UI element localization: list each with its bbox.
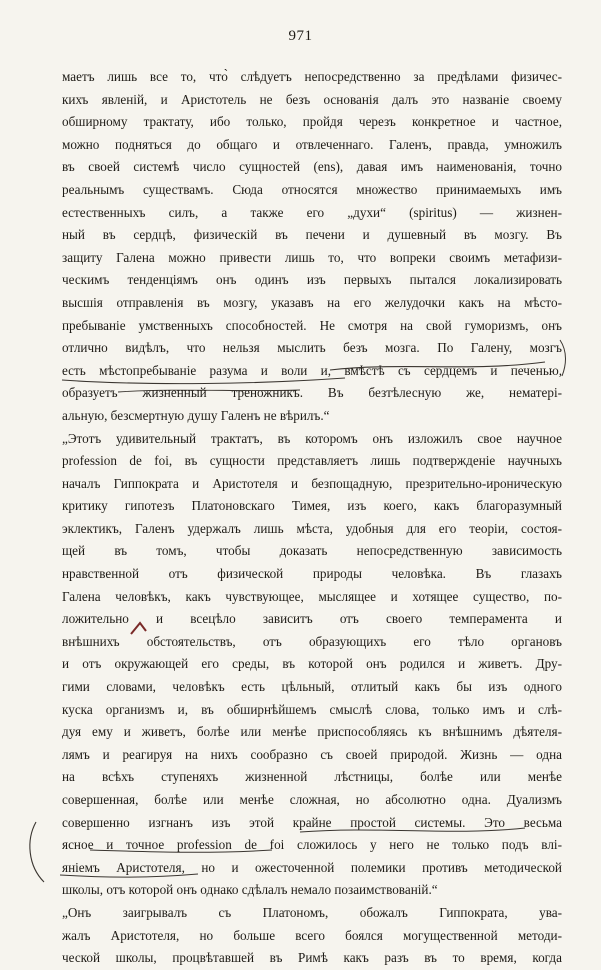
text-line: и отъ окружающей его среды, въ которой онъ родился и живетъ. Дру- (62, 656, 562, 672)
text-line: защиту Галена можно привести лишь то, что вопреки своимъ метафизи- (62, 249, 562, 265)
text-line: „Этотъ удивительный трактатъ, въ которомъ онъ изложилъ свое научное (62, 430, 562, 446)
text-line: на всѣхъ ступеняхъ жизненной лѣстницы, болѣе или менѣе (62, 769, 562, 785)
text-line: альную, безсмертную душу Галенъ не вѣрилъ.“ (62, 407, 330, 423)
text-line: реальнымъ существамъ. Сюда относятся множество принимаемыхъ имъ (62, 181, 562, 197)
text-line: лямъ и реагируя на нихъ сообразно съ своей природой. Жизнь — одна (62, 746, 562, 762)
text-line: началъ Гиппократа и Аристотеля и безпощадную, презрительно-ироническую (62, 475, 562, 491)
text-line: яніемъ Аристотеля, но и ожесточенной полемики противъ методической (62, 859, 562, 875)
page-number: 971 (288, 28, 313, 44)
text-line: ческой школы, процвѣтавшей въ Римѣ какъ разъ въ то время, когда (62, 950, 562, 966)
text-line: дуя ему и живетъ, болѣе или менѣе приспособляясь къ внѣшнимъ дѣятеля- (62, 724, 562, 740)
text-line: „Онъ заигрывалъ съ Платономъ, обожалъ Гиппократа, ува- (62, 904, 562, 920)
text-line: внѣшнихъ обстоятельствъ, отъ образующихъ его тѣло органовъ (62, 633, 562, 649)
text-line: щей въ томъ, чтобы доказать непосредственную зависимость (62, 543, 562, 559)
text-line: Галена человѣкъ, какъ чувствующее, мыслящее и хотящее существо, по- (62, 588, 562, 604)
text-line: школы, отъ которой онъ однако сдѣлалъ немало позаимствованій.“ (62, 882, 438, 898)
text-line: эклектикъ, Галенъ удержалъ лишь мѣста, удобныя для его теоріи, состоя- (62, 520, 562, 536)
text-line: обширному трактату, ибо только, пройдя черезъ конкретное и частное, (62, 114, 562, 130)
text-line: ложительно и всецѣло зависитъ отъ своего темперамента и (62, 611, 562, 627)
text-line: въ своей системѣ число сущностей (ens), давая имъ наименованія, точно (62, 159, 562, 175)
text-line: критику гипотезъ Платоновскаго Тимея, изъ коего, какъ благоразумный (62, 498, 562, 514)
text-line: жалъ Аристотеля, но больше всего боялся могущественной методи- (62, 927, 562, 943)
text-line: ясное и точное profession de foi сложилось у него не только подъ влі- (62, 837, 562, 853)
text-line: можно подняться до общаго и отвлеченнаго. Галенъ, правда, умножилъ (62, 136, 562, 152)
text-line: гими словами, человѣкъ есть цѣльный, отлитый какъ бы изъ одного (62, 679, 562, 695)
text-line: отлично видѣлъ, что нельзя мыслить безъ мозга. По Галену, мозгъ (62, 340, 562, 356)
text-line: ческимъ тенденціямъ онъ одинъ изъ первыхъ пытался локализировать (62, 272, 562, 288)
text-line: маетъ лишь все то, что̀ слѣдуетъ непосредственно за предѣлами физичес- (62, 69, 562, 84)
text-line: образуетъ жизненный треножникъ. Въ безтѣлесную же, нематері- (62, 385, 562, 401)
text-line: кихъ явленій, и Аристотель не безъ основанія далъ это названіе своему (62, 91, 562, 107)
text-line: нравственной отъ физической природы человѣка. Въ глазахъ (62, 566, 562, 582)
text-line: пребываніе умственныхъ способностей. Не смотря на свой гуморизмъ, онъ (62, 317, 562, 333)
text-line: высшія отправленія въ мозгу, указавъ на его желудочки какъ на мѣсто- (62, 294, 562, 310)
text-line: куска организмъ и, въ обширнѣйшемъ смыслѣ слова, только имъ и слѣ- (62, 701, 562, 717)
text-line: совершенная, болѣе или менѣе сложная, но абсолютно одна. Дуализмъ (62, 792, 562, 807)
body-text (62, 66, 562, 970)
text-line: ный въ сердцѣ, физическій въ печени и душевный въ мозгу. Въ (62, 227, 562, 243)
text-line: profession de foi, въ сущности представляетъ лишь подтвержденіе научныхъ (62, 453, 562, 469)
text-line: есть мѣстопребываніе разума и воли и, вмѣстѣ съ сердцемъ и печенью, (62, 362, 562, 378)
text-line: естественныхъ силъ, а также его „духи“ (spiritus) — жизнен- (62, 204, 562, 220)
text-line: совершенно изгнанъ изъ этой крайне простой системы. Это весьма (62, 814, 562, 830)
